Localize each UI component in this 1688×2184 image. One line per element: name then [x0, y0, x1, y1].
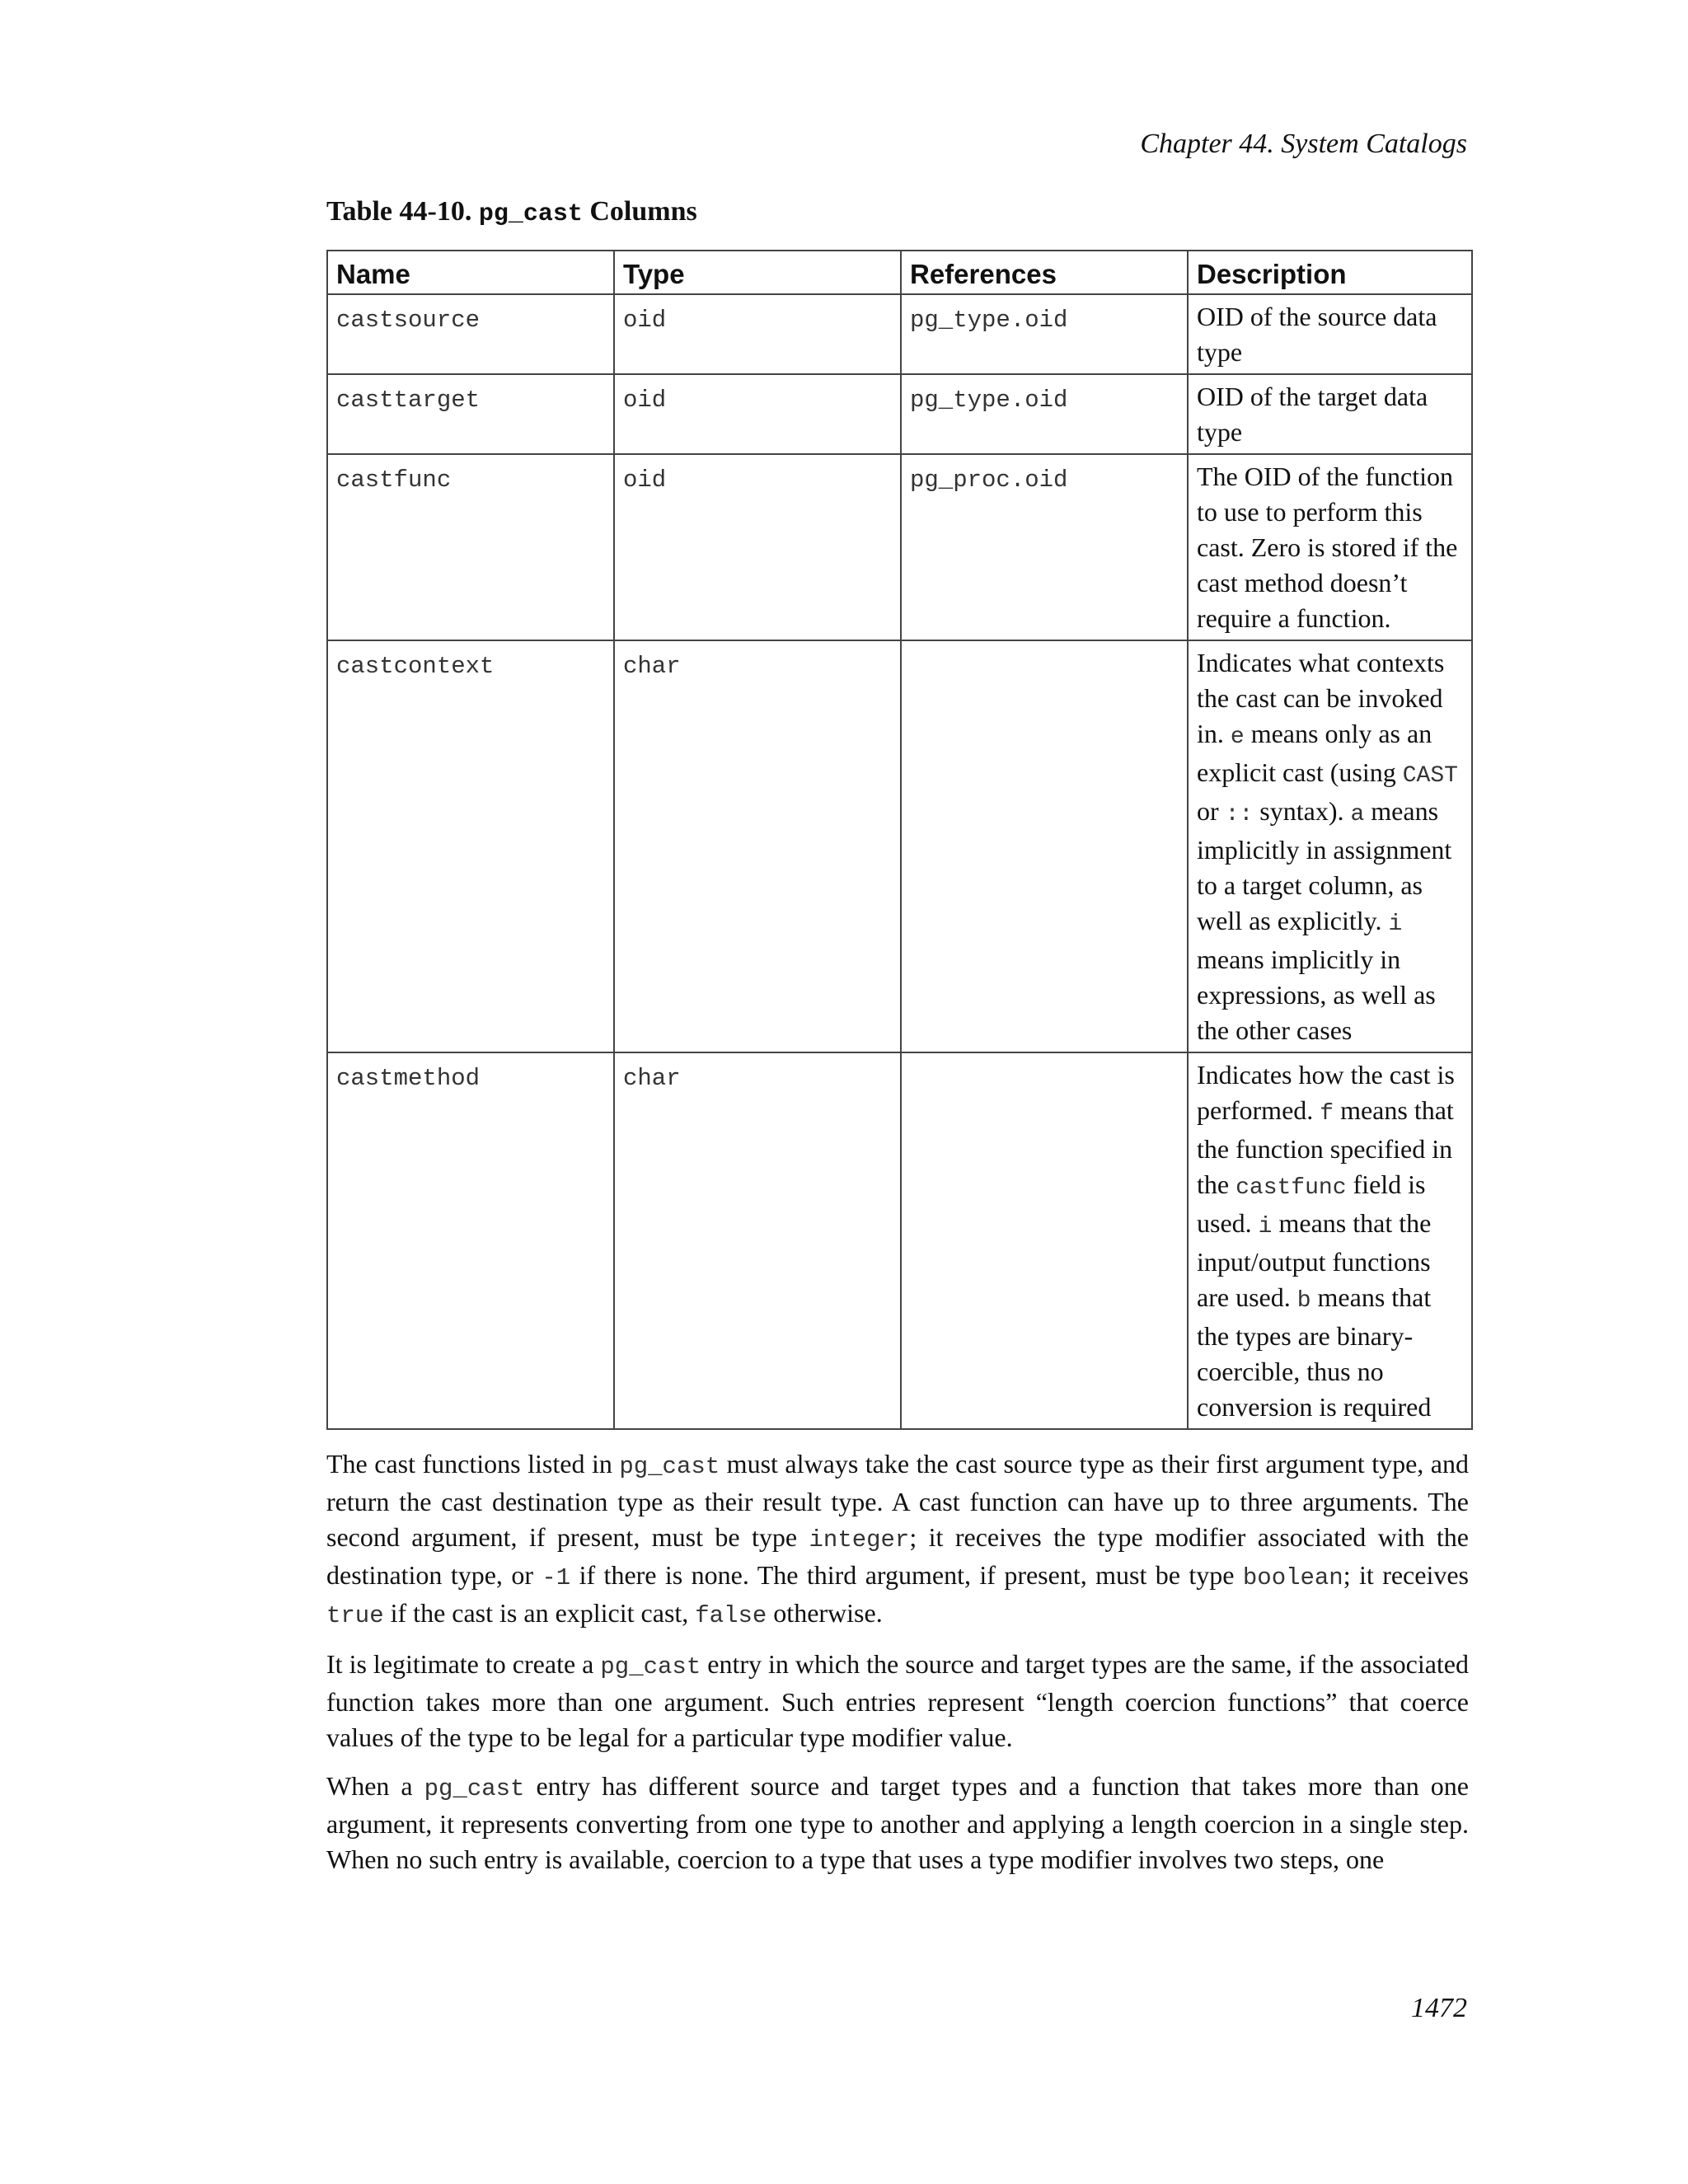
table-caption [326, 192, 697, 234]
text-run: otherwise. [767, 1598, 883, 1628]
cell-description [1188, 294, 1472, 374]
cell-type: char [614, 1052, 901, 1429]
inline-code: boolean [1242, 1564, 1343, 1591]
cell-type: oid [614, 454, 901, 640]
table-caption-code: pg_cast [478, 200, 583, 228]
cell-name: casttarget [327, 374, 614, 454]
inline-code: castfunc [1236, 1175, 1347, 1201]
cell-name: castfunc [327, 454, 614, 640]
cell-references: pg_type.oid [901, 294, 1188, 374]
text-run: It is legitimate to create a [326, 1649, 601, 1679]
table-caption-suffix: Columns [589, 196, 697, 227]
body-paragraph [326, 1647, 1469, 1755]
text-run: means only as an explicit cast (using [1197, 719, 1432, 787]
column-header-name: Name [327, 251, 614, 294]
column-header-description: Description [1188, 251, 1472, 294]
text-run: When a [326, 1771, 424, 1801]
text-run: OID of the target data type [1197, 382, 1428, 447]
inline-code: integer [809, 1526, 910, 1554]
text-run: ; it receives [1343, 1560, 1470, 1590]
table-row [327, 454, 1472, 640]
body-paragraph [326, 1446, 1469, 1633]
text-run: means implicitly in assignment to a target column, as well as explicitly. [1197, 796, 1452, 935]
table-header-row [327, 251, 1472, 294]
text-run: The cast functions listed in [326, 1449, 620, 1479]
cell-description [1188, 640, 1472, 1052]
text-run: or [1197, 796, 1226, 826]
text-run: field is used. [1197, 1169, 1426, 1238]
column-header-references: References [901, 251, 1188, 294]
text-run: means implicitly in expressions, as well as the other cases [1197, 944, 1436, 1045]
inline-code: i [1388, 912, 1403, 937]
cell-references [901, 640, 1188, 1052]
inline-code: i [1258, 1214, 1273, 1240]
text-run: OID of the source data type [1197, 302, 1437, 367]
column-header-type: Type [614, 251, 901, 294]
text-run: Indicates how the cast is performed. [1197, 1060, 1455, 1125]
cell-description [1188, 1052, 1472, 1429]
table-caption-prefix: Table 44-10. [326, 196, 472, 227]
text-run: means that the function specified in the [1197, 1095, 1454, 1199]
inline-code: e [1230, 724, 1245, 750]
cell-name: castcontext [327, 640, 614, 1052]
inline-code: true [326, 1602, 384, 1629]
text-run: if there is none. The third argument, if present, must be type [570, 1560, 1243, 1590]
cell-references: pg_proc.oid [901, 454, 1188, 640]
text-run: if the cast is an explicit cast, [383, 1598, 696, 1628]
inline-code: -1 [542, 1564, 571, 1591]
inline-code: pg_cast [424, 1775, 525, 1802]
cell-description [1188, 454, 1472, 640]
cell-type: oid [614, 374, 901, 454]
body-paragraph [326, 1769, 1469, 1877]
chapter-header: Chapter 44. System Catalogs [1140, 129, 1467, 159]
cell-type: char [614, 640, 901, 1052]
text-run: syntax). [1253, 796, 1351, 826]
cell-name: castmethod [327, 1052, 614, 1429]
inline-code: false [695, 1602, 767, 1629]
cell-description [1188, 374, 1472, 454]
text-run: means that the input/output functions are used. [1197, 1208, 1432, 1312]
table-row [327, 640, 1472, 1052]
inline-code: f [1320, 1101, 1334, 1127]
inline-code: pg_cast [600, 1653, 701, 1680]
text-run: ; it receives the type modifier associated with the destination type, or [326, 1522, 1470, 1590]
page-number: 1472 [1411, 1993, 1467, 2023]
inline-code: a [1350, 802, 1365, 827]
pg-cast-columns-table [326, 250, 1473, 1430]
table-row [327, 1052, 1472, 1429]
body-text [326, 1446, 1469, 1891]
table-row [327, 374, 1472, 454]
text-run: The OID of the function to use to perform this cast. Zero is stored if the cast method doesn’t require a function. [1197, 462, 1458, 633]
cell-references: pg_type.oid [901, 374, 1188, 454]
text-run: Indicates what contexts the cast can be invoked in. [1197, 648, 1445, 748]
text-run: means that the types are binary-coercible, thus no conversion is required [1197, 1282, 1432, 1422]
text-run: must always take the cast source type as their first argument type, and return the cast destination type as their result type. A cast function can have up to three arguments. The second argument, if present, must be type [326, 1449, 1470, 1552]
inline-code: CAST [1402, 763, 1458, 789]
text-run: entry has different source and target types and a function that takes more than one argument, it represents converting from one type to another and applying a length coercion in a single step. When no such entry is available, coercion to a type that uses a type modifier involves two steps, one [326, 1771, 1470, 1874]
table-row [327, 294, 1472, 374]
cell-name: castsource [327, 294, 614, 374]
inline-code: b [1296, 1288, 1311, 1314]
cell-references [901, 1052, 1188, 1429]
inline-code: pg_cast [619, 1453, 720, 1480]
text-run: entry in which the source and target types are the same, if the associated function takes more than one argument. Such entries represent “length coercion functions” that coerce values of the type to be legal for a particular type modifier value. [326, 1649, 1470, 1752]
cell-type: oid [614, 294, 901, 374]
table-body [327, 294, 1472, 1429]
inline-code: :: [1225, 802, 1254, 827]
